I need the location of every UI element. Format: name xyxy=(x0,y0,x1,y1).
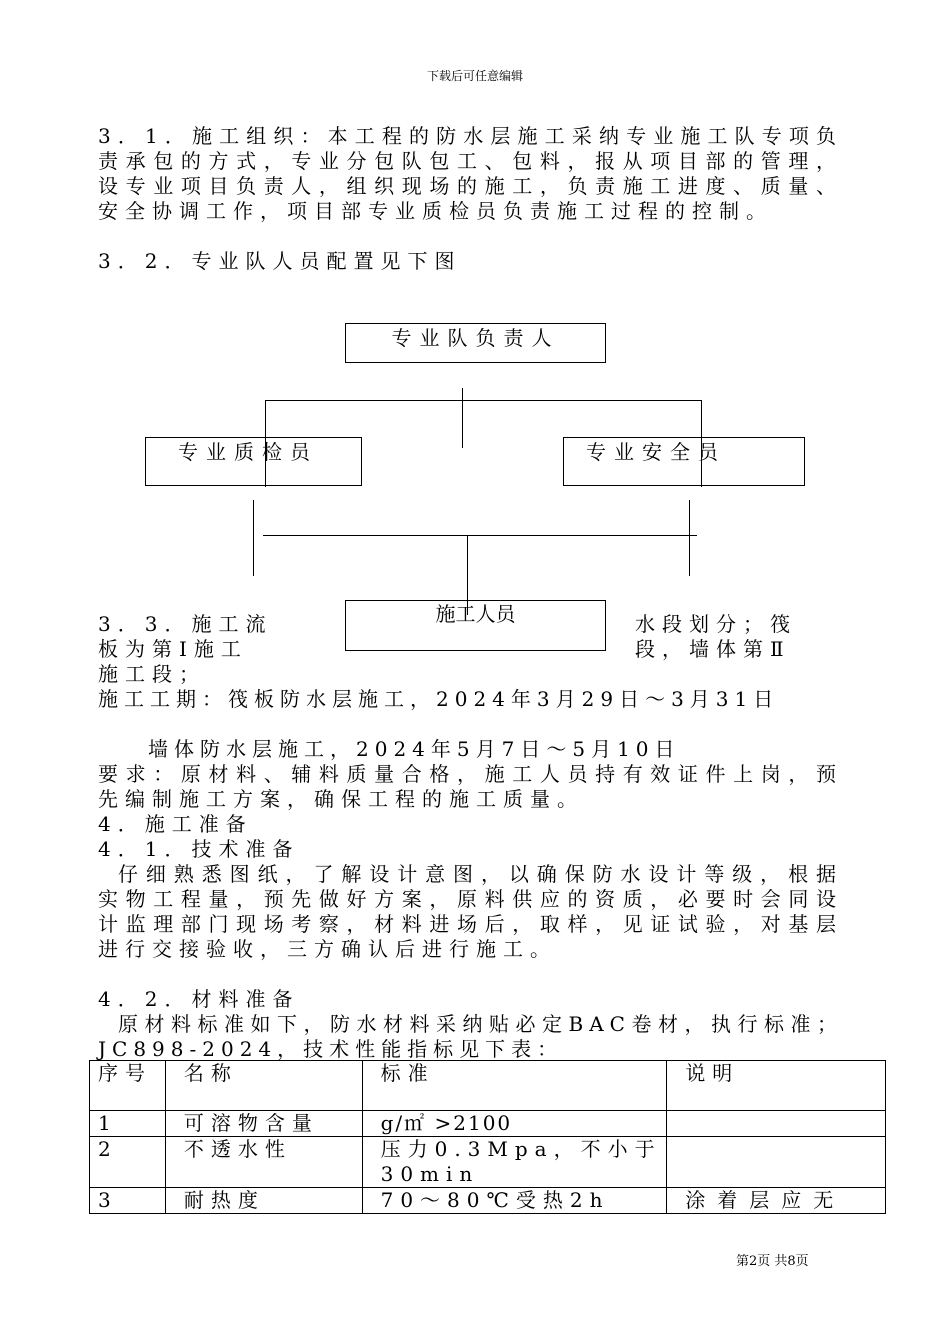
table-cell: 压力0.3Mpa，不小于30min xyxy=(362,1137,667,1188)
section-3-3-line2-right: 段，墙体第Ⅱ xyxy=(635,637,791,661)
section-4-1-heading: 4．1．技术准备 xyxy=(98,837,300,861)
section-3-3-line2-left: 板为第Ⅰ施工 xyxy=(98,637,248,661)
section-4-2-heading: 4．2．材料准备 xyxy=(98,987,300,1011)
requirements-text: 要求：原材料、辅料质量合格，施工人员持有效证件上岗，预先编制施工方案，确保工程的施工质量。 xyxy=(98,762,843,811)
org-connector-v-lower-right xyxy=(689,500,690,576)
table-cell: 3 xyxy=(90,1188,166,1214)
table-cell: 1 xyxy=(90,1111,166,1137)
table-header-cell: 标准 xyxy=(362,1061,667,1111)
table-cell: 耐热度 xyxy=(165,1188,362,1214)
schedule-wall: 墙体防水层施工，2024年5月7日～5月10日 xyxy=(148,737,681,761)
table-cell xyxy=(667,1137,886,1188)
spec-table xyxy=(89,1060,886,1214)
table-header-cell: 名称 xyxy=(165,1061,362,1111)
section-4-heading: 4．施工准备 xyxy=(98,812,253,836)
section-3-3-line3: 施工段； xyxy=(98,662,206,686)
table-row xyxy=(90,1137,886,1188)
page-header: 下载后可任意编辑 xyxy=(426,69,523,83)
tech-prep-text: 仔细熟悉图纸，了解设计意图，以确保防水设计等级，根据实物工程量，预先做好方案，原料供应的资质，必要时会同设计监理部门现场考察，材料进场后，取样，见证试验，对基层进行交接验收，三方确认后进行施工。 xyxy=(98,862,843,961)
table-cell: 70～80℃受热2h xyxy=(362,1188,667,1214)
org-connector-v-lower-left xyxy=(253,500,254,576)
material-prep-text: 原材料标准如下，防水材料采纳贴必定BAC卷材，执行标准；JC898-2024，技术性能指标见下表： xyxy=(98,1012,843,1061)
section-3-2-heading: 3．2．专业队人员配置见下图 xyxy=(98,249,462,273)
table-cell xyxy=(667,1111,886,1137)
page-footer: 第2页 共8页 xyxy=(736,1254,809,1269)
table-header-row xyxy=(90,1061,886,1111)
section-3-3-line1-left: 3．3．施工流 xyxy=(98,612,273,636)
org-box-leader: 专业队负责人 xyxy=(345,323,606,363)
table-row xyxy=(90,1188,886,1214)
section-3-3-line1-right: 水段划分；筏 xyxy=(635,612,797,636)
org-connector-h-bottom xyxy=(263,535,697,536)
table-cell: 不透水性 xyxy=(165,1137,362,1188)
table-header-cell: 序号 xyxy=(90,1061,166,1111)
org-connector-v-center xyxy=(462,388,463,448)
section-3-1-text: 3．1．施工组织：本工程的防水层施工采纳专业施工队专项负责承包的方式，专业分包队包工、包料，报从项目部的管理，设专业项目负责人，组织现场的施工，负责施工进度、质量、安全协调工作，项目部专业质检员负责施工过程的控制。 xyxy=(98,124,843,223)
table-cell: 2 xyxy=(90,1137,166,1188)
table-header-cell: 说明 xyxy=(667,1061,886,1111)
table-row xyxy=(90,1111,886,1137)
org-box-safety: 专业安全员 xyxy=(563,437,805,486)
schedule-raft: 施工工期：筏板防水层施工，2024年3月29日～3月31日 xyxy=(98,687,780,711)
table-cell: 可溶物含量 xyxy=(165,1111,362,1137)
org-box-qc: 专业质检员 xyxy=(145,437,362,486)
org-connector-h-top xyxy=(265,400,701,401)
table-cell: g/㎡ >2100 xyxy=(362,1111,667,1137)
org-box-workers: 施工人员 xyxy=(345,600,606,651)
table-cell: 涂着层应无 xyxy=(667,1188,886,1214)
